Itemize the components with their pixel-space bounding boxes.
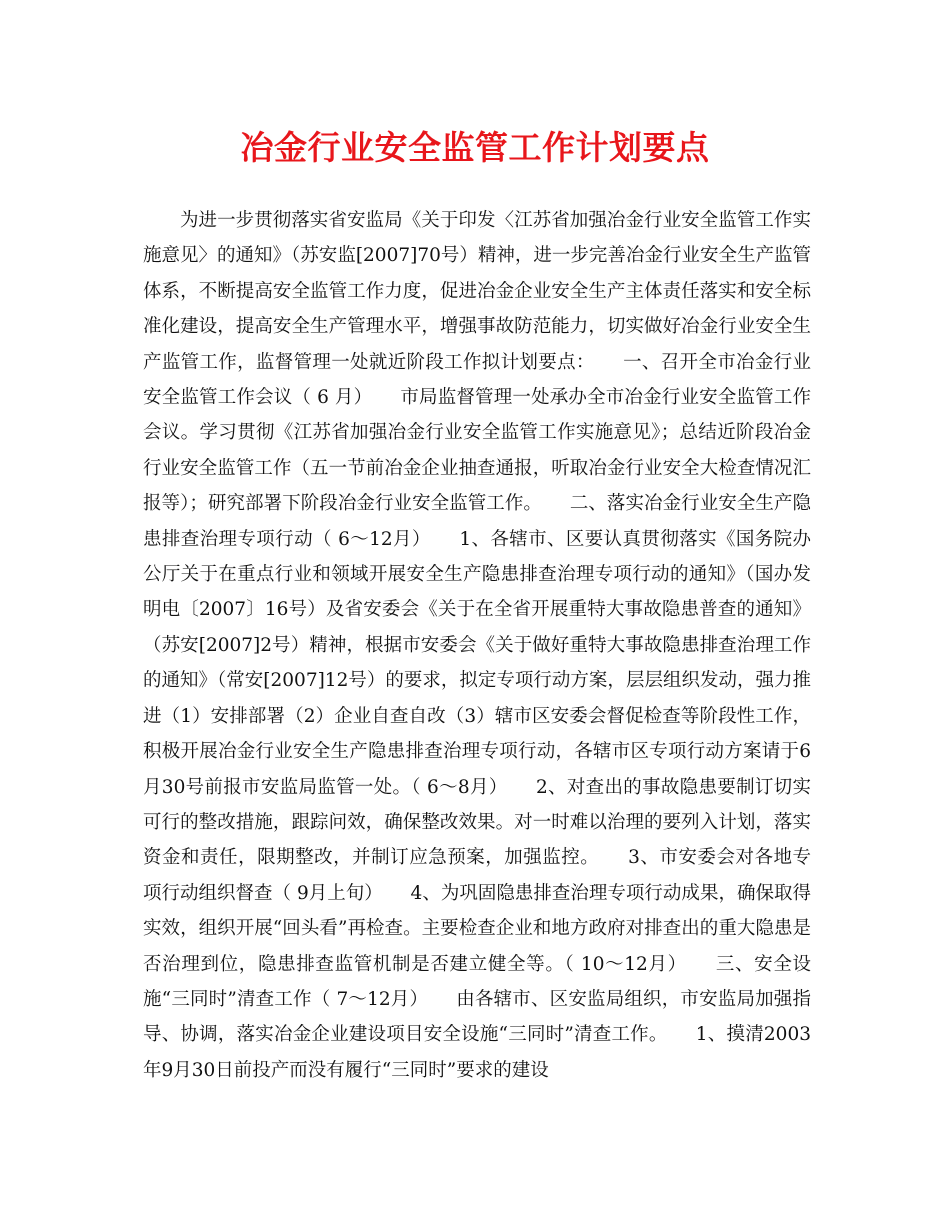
document-body-paragraph: 为进一步贯彻落实省安监局《关于印发〈江苏省加强冶金行业安全监管工作实施意见〉的通知》（苏安监[2007]70号）精神，进一步完善冶金行业安全生产监管体系，不断提高安全监管工作力度，促进冶金企业安全生产主体责任落实和安全标准化建设，提高安全生产管理水平，增强事故防范能力，切实做好冶金行业安全生产监管工作，监督管理一处就近阶段工作拟计划要点： 一、召开全市冶金行业安全监管工作会议（ 6 月） 市局监督管理一处承办全市冶金行业安全监管工作会议。学习贯彻《江苏省加强冶金行业安全监管工作实施意见》；总结近阶段冶金行业安全监管工作（五一节前冶金企业抽查通报，听取冶金行业安全大检查情况汇报等）；研究部署下阶段冶金行业安全监管工作。 二、落实冶金行业安全生产隐患排查治理专项行动（ 6～12月） 1、各辖市、区要认真贯彻落实《国务院办公厅关于在重点行业和领域开展安全生产隐患排查治理专项行动的通知》（国办发明电〔2007〕16号）及省安委会《关于在全省开展重特大事故隐患普查的通知》（苏安[2007]2号）精神，根据市安委会《关于做好重特大事故隐患排查治理工作的通知》（常安[2007]12号）的要求，拟定专项行动方案，层层组织发动，强力推进（1）安排部署（2）企业自查自改（3）辖市区安委会督促检查等阶段性工作，积极开展冶金行业安全生产隐患排查治理专项行动，各辖市区专项行动方案请于6月30号前报市安监局监管一处。（ 6～8月） 2、对查出的事故隐患要制订切实可行的整改措施，跟踪问效，确保整改效果。对一时难以治理的要列入计划，落实资金和责任，限期整改，并制订应急预案，加强监控。 3、市安委会对各地专项行动组织督查（ 9月上旬） 4、为巩固隐患排查治理专项行动成果，确保取得实效，组织开展“回头看”再检查。主要检查企业和地方政府对排查出的重大隐患是否治理到位，隐患排查监管机制是否建立健全等。（ 10～12月） 三、安全设施“三同时”清查工作（ 7～12月） 由各辖市、区安监局组织，市安监局加强指导、协调，落实冶金企业建设项目安全设施“三同时”清查工作。 1、摸清2003年9月30日前投产而没有履行“三同时”要求的建设: [143, 210, 811, 1081]
document-title: 冶金行业安全监管工作计划要点: [240, 128, 710, 167]
